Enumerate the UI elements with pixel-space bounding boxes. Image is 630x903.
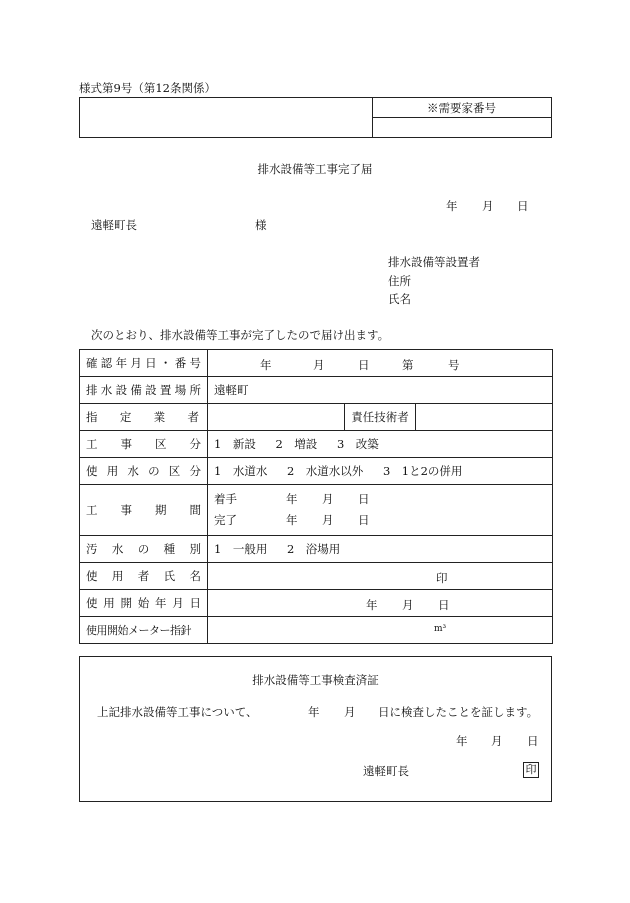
- table-row: [80, 350, 553, 377]
- confirm-dai: 第: [402, 358, 414, 372]
- form-number: 様式第9号（第12条関係）: [79, 81, 216, 95]
- confirm-month: 月: [313, 358, 325, 372]
- period-end-day: 日: [358, 513, 370, 527]
- water-type-option: 2 水道水以外: [286, 464, 364, 478]
- confirm-year: 年: [260, 358, 272, 372]
- certificate-text-before: 上記排水設備等工事について、: [97, 705, 258, 719]
- user-seal-mark: 印: [436, 571, 448, 585]
- customer-number-box: [79, 97, 552, 138]
- start-month: 月: [402, 598, 414, 612]
- table-row: [80, 563, 553, 590]
- date-day: 日: [517, 199, 529, 213]
- table-row: [80, 377, 553, 404]
- label-sewage: 汚 水 の 種 別: [86, 542, 201, 556]
- inspection-certificate: [79, 656, 552, 802]
- work-type-option: 2 増設: [275, 437, 318, 451]
- certificate-issuer: 遠軽町長: [363, 764, 409, 778]
- table-row: [80, 458, 553, 485]
- period-start-label: 着手: [214, 492, 237, 506]
- label-water-type: 使 用 水 の 区 分: [86, 464, 201, 478]
- certificate-year: 年: [308, 705, 320, 719]
- label-location: 排 水 設 備 設 置 場 所: [86, 383, 201, 397]
- certificate-date-month: 月: [491, 734, 503, 748]
- intro-text: 次のとおり、排水設備等工事が完了したので届け出ます。: [91, 328, 390, 342]
- location-value: 遠軽町: [208, 377, 553, 404]
- applicant-role: 排水設備等設置者: [388, 255, 480, 269]
- table-row: [80, 485, 553, 536]
- engineer-label: 責任技術者: [345, 404, 416, 431]
- label-meter: 使用開始メーター指針: [86, 624, 191, 637]
- table-row: [80, 536, 553, 563]
- certificate-date-year: 年: [456, 734, 468, 748]
- period-start-month: 月: [322, 492, 334, 506]
- addressee-name: 遠軽町長: [91, 218, 137, 232]
- certificate-text-after: 日に検査したことを証します。: [378, 705, 539, 719]
- label-contractor: 指 定 業 者: [86, 410, 199, 424]
- start-year: 年: [366, 598, 378, 612]
- water-type-option: 3 1と2の併用: [382, 464, 463, 478]
- engineer-field: [416, 404, 553, 431]
- period-end-year: 年: [286, 513, 298, 527]
- work-type-option: 3 改築: [336, 437, 379, 451]
- period-start-day: 日: [358, 492, 370, 506]
- work-type-option: 1 新設: [214, 437, 256, 451]
- confirm-day: 日: [358, 358, 370, 372]
- sewage-option: 2 浴場用: [286, 542, 341, 556]
- table-row: [80, 617, 553, 644]
- date-year: 年: [446, 199, 458, 213]
- period-start-year: 年: [286, 492, 298, 506]
- completion-form-table: [79, 349, 553, 644]
- period-end-month: 月: [322, 513, 334, 527]
- applicant-address-label: 住所: [388, 274, 411, 288]
- label-start-date: 使 用 開 始 年 月 日: [86, 596, 201, 610]
- label-confirm-date: 確 認 年 月 日 ・ 番 号: [86, 356, 201, 370]
- start-day: 日: [438, 598, 450, 612]
- period-end-label: 完了: [214, 513, 237, 527]
- addressee-honorific: 様: [255, 218, 267, 232]
- meter-unit: m³: [434, 624, 447, 634]
- contractor-field: [208, 404, 345, 431]
- document-title: 排水設備等工事完了届: [257, 162, 373, 176]
- certificate-date-day: 日: [527, 734, 539, 748]
- certificate-month: 月: [344, 705, 356, 719]
- label-work-type: 工 事 区 分: [86, 437, 201, 451]
- applicant-name-label: 氏名: [388, 292, 411, 306]
- official-seal-icon: 印: [523, 762, 539, 778]
- certificate-title: 排水設備等工事検査済証: [252, 673, 379, 687]
- table-row: [80, 590, 553, 617]
- water-type-option: 1 水道水: [214, 464, 268, 478]
- table-row: [80, 431, 553, 458]
- label-user-name: 使 用 者 氏 名: [86, 569, 201, 583]
- date-month: 月: [482, 199, 494, 213]
- confirm-go: 号: [448, 358, 460, 372]
- sewage-option: 1 一般用: [214, 542, 268, 556]
- customer-number-label: ※需要家番号: [427, 101, 496, 115]
- label-period: 工 事 期 間: [86, 503, 201, 517]
- table-row: [80, 404, 553, 431]
